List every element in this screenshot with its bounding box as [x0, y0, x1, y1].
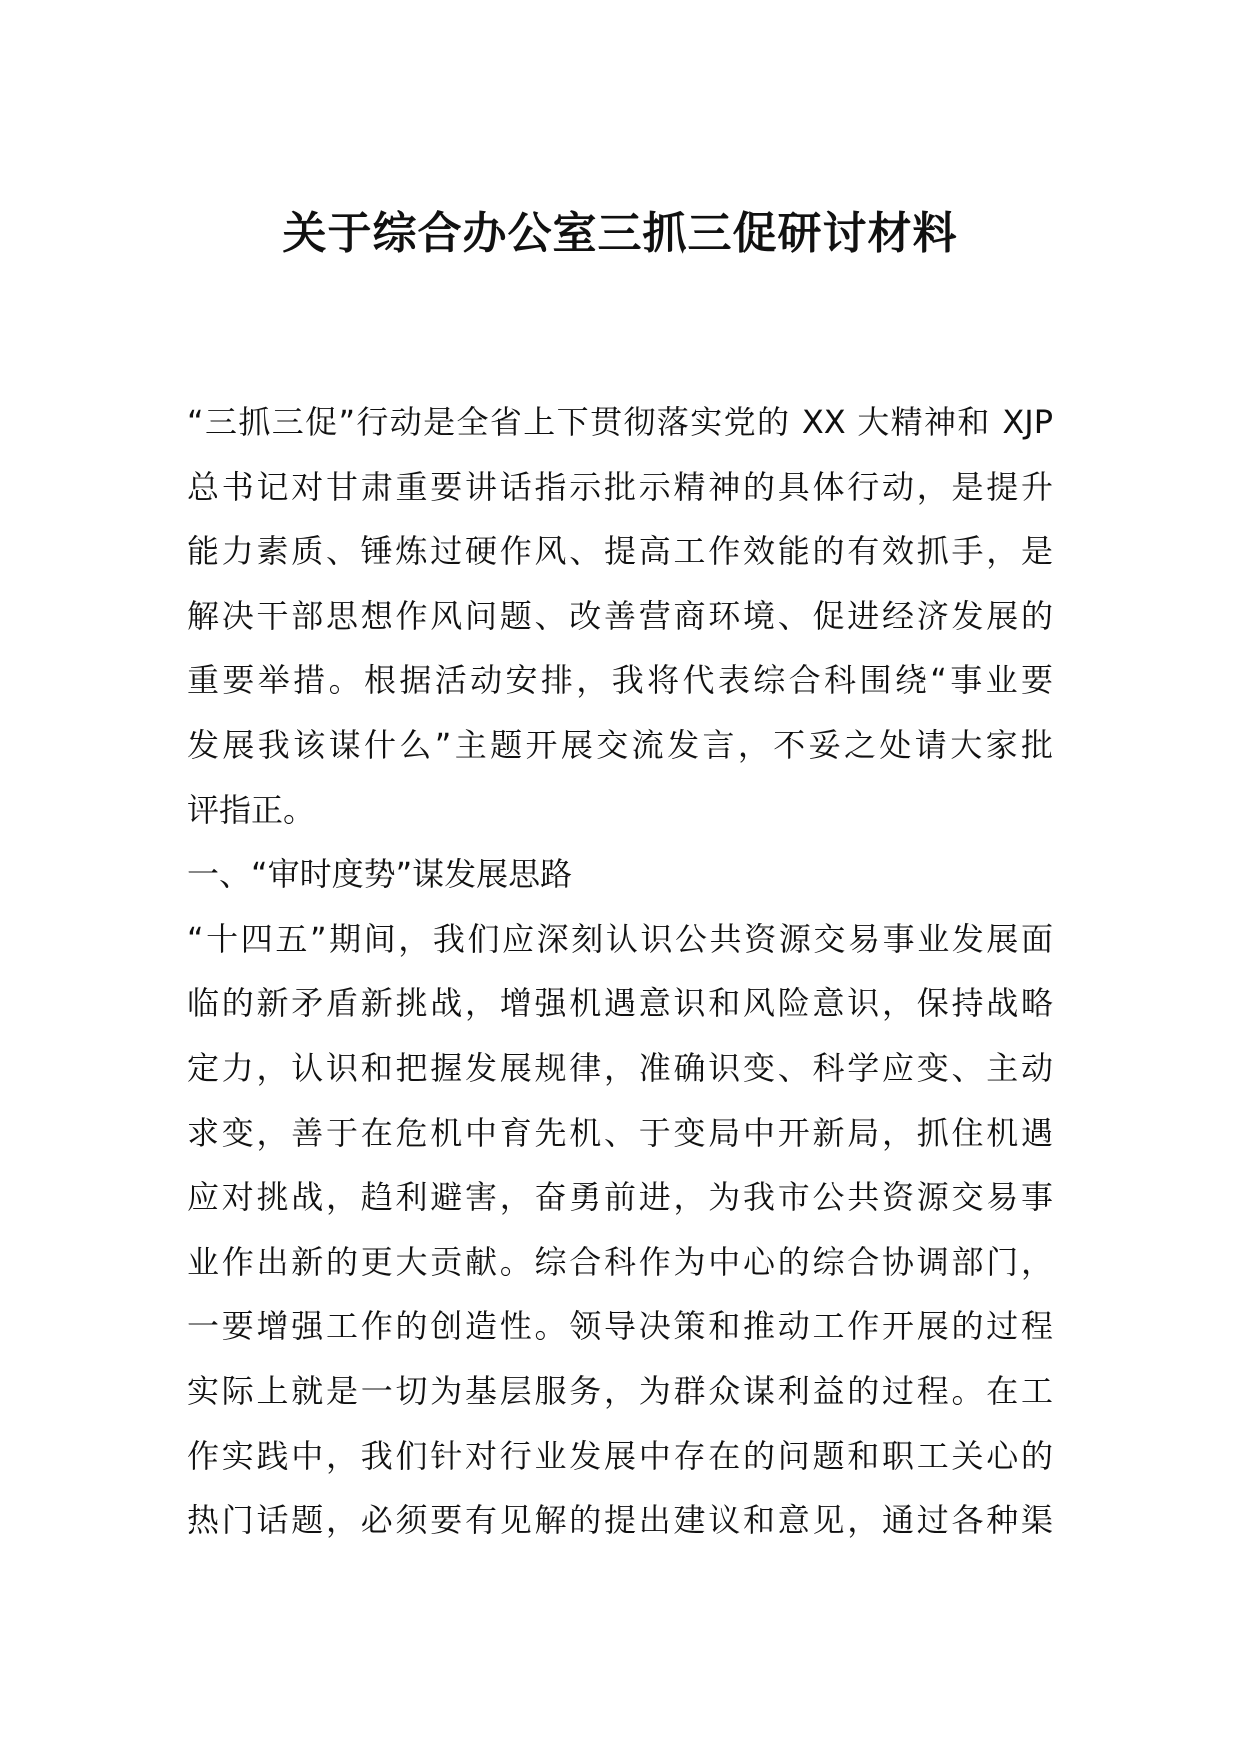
document-title: 关于综合办公室三抓三促研讨材料	[282, 208, 958, 259]
paragraph-line: 热门话题，必须要有见解的提出建议和意见，通过各种渠	[187, 1501, 1053, 1540]
paragraph-line: 解决干部思想作风问题、改善营商环境、促进经济发展的	[187, 596, 1053, 635]
paragraph-line: 能力素质、锤炼过硬作风、提高工作效能的有效抓手，是	[187, 532, 1053, 571]
paragraph-line: 业作出新的更大贡献。综合科作为中心的综合协调部门，	[187, 1242, 1053, 1281]
paragraph-line: 定力，认识和把握发展规律，准确识变、科学应变、主动	[187, 1048, 1053, 1087]
paragraph-line: 一要增强工作的创造性。领导决策和推动工作开展的过程	[187, 1307, 1053, 1346]
paragraph-line: 临的新矛盾新挑战，增强机遇意识和风险意识，保持战略	[187, 984, 1053, 1023]
paragraph-line: 总书记对甘肃重要讲话指示批示精神的具体行动，是提升	[187, 467, 1053, 506]
paragraph-line: “三抓三促”行动是全省上下贯彻落实党的 XX 大精神和 XJP	[187, 403, 1053, 441]
paragraph-line: 实际上就是一切为基层服务，为群众谋利益的过程。在工	[187, 1371, 1053, 1410]
paragraph-line: 作实践中，我们针对行业发展中存在的问题和职工关心的	[187, 1436, 1053, 1475]
document-body	[187, 390, 1053, 1553]
section-heading: 一、“审时度势”谋发展思路	[187, 855, 573, 894]
paragraph-line: “十四五”期间，我们应深刻认识公共资源交易事业发展面	[187, 919, 1053, 958]
paragraph-line: 求变，善于在危机中育先机、于变局中开新局，抓住机遇	[187, 1113, 1053, 1152]
paragraph-line: 评指正。	[187, 790, 316, 829]
paragraph-line: 应对挑战，趋利避害，奋勇前进，为我市公共资源交易事	[187, 1178, 1053, 1217]
paragraph-line: 发展我该谋什么”主题开展交流发言，不妥之处请大家批	[187, 725, 1053, 764]
paragraph-line: 重要举措。根据活动安排，我将代表综合科围绕“事业要	[187, 661, 1053, 700]
